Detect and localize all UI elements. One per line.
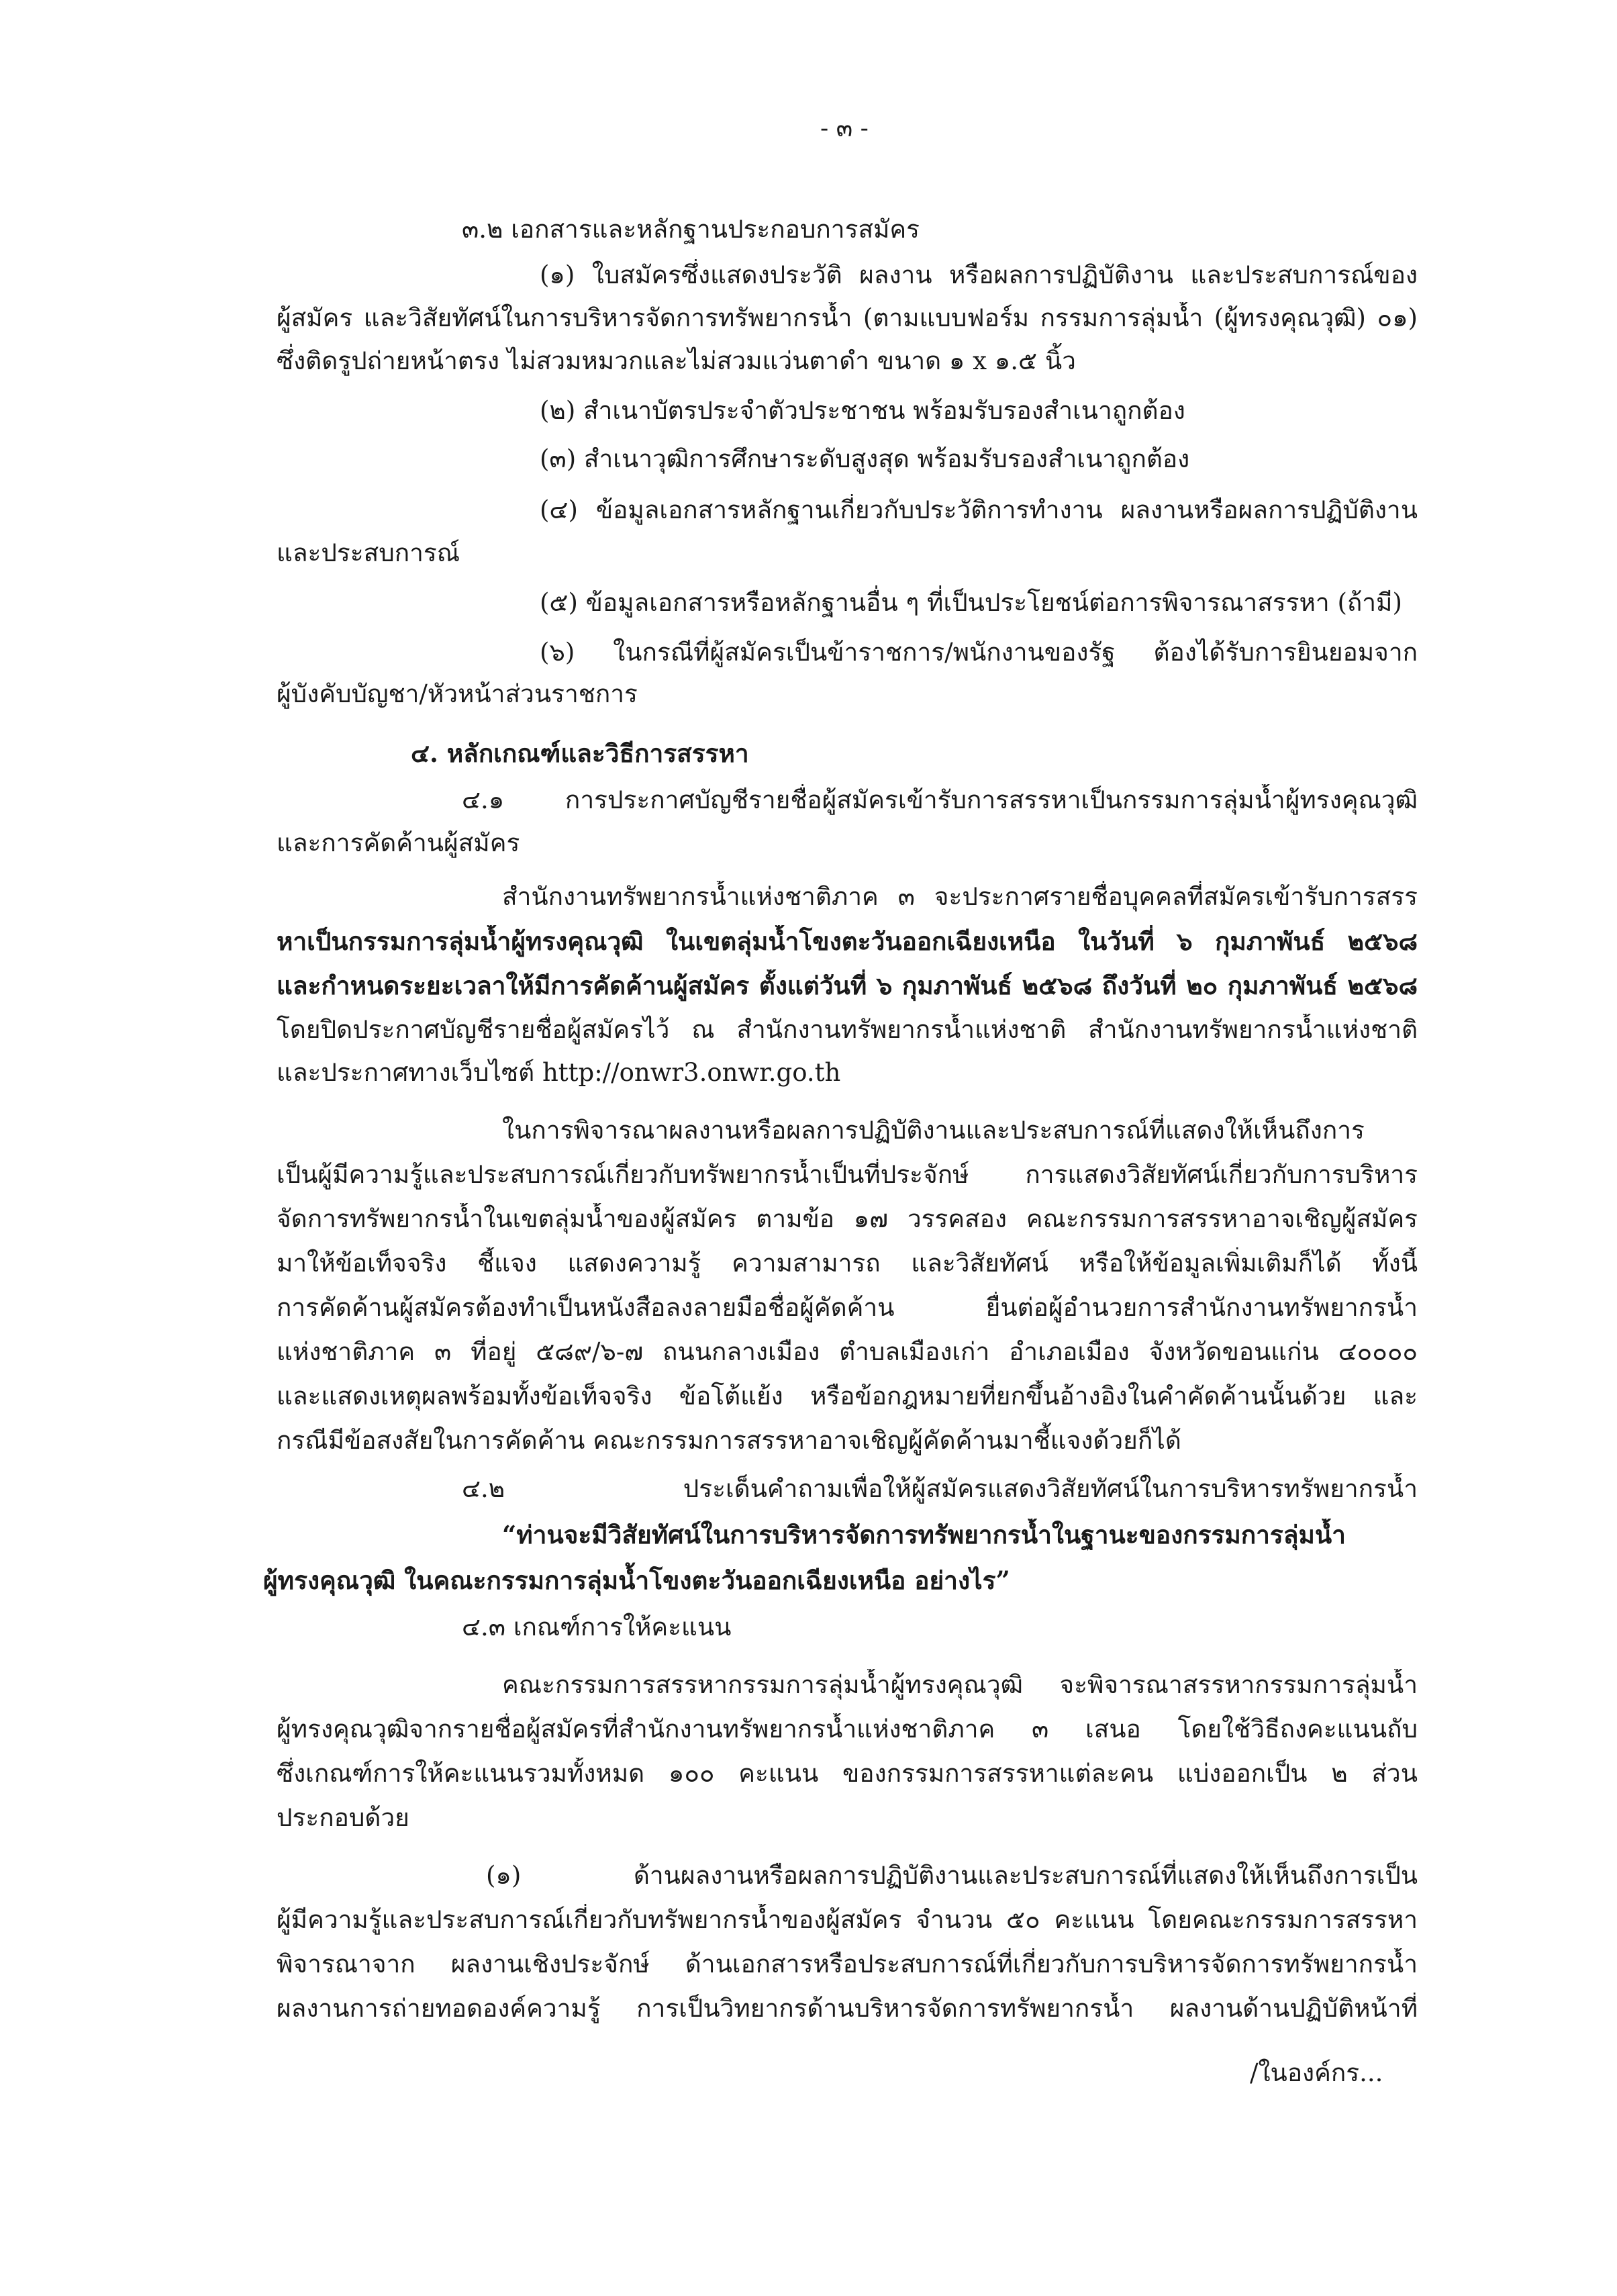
s4-1-para1-line-3: และกำหนดระยะเวลาให้มีการคัดค้านผู้สมัคร ตั้งแต่วันที่ ๖ กุมภาพันธ์ ๒๕๖๘ ถึงวันที่ ๒๐ กุมภาพันธ์ ๒๕๖๘: [277, 971, 1418, 1000]
s4-3-para1-line-3: ซึ่งเกณฑ์การให้คะแนนรวมทั้งหมด ๑๐๐ คะแนน ของกรรมการสรรหาแต่ละคน แบ่งออกเป็น ๒ ส่วน: [277, 1759, 1418, 1788]
s4-1-para1-line-4: โดยปิดประกาศบัญชีรายชื่อผู้สมัครไว้ ณ สำนักงานทรัพยากรน้ำแห่งชาติ สำนักงานทรัพยากรน้ำแห่งชาติ: [277, 1015, 1418, 1044]
s4-1-para2-line-3: จัดการทรัพยากรน้ำในเขตลุ่มน้ำของผู้สมัคร ตามข้อ ๑๗ วรรคสอง คณะกรรมการสรรหาอาจเชิญผู้สมัคร: [277, 1204, 1418, 1233]
section-4-heading: ๔. หลักเกณฑ์และวิธีการสรรหา: [411, 738, 749, 768]
item-5: (๕) ข้อมูลเอกสารหรือหลักฐานอื่น ๆ ที่เป็นประโยชน์ต่อการพิจารณาสรรหา (ถ้ามี): [540, 588, 1402, 617]
item-3: (๓) สำเนาวุฒิการศึกษาระดับสูงสุด พร้อมรับรองสำเนาถูกต้อง: [540, 444, 1190, 473]
s4-2-question-line-2: ผู้ทรงคุณวุฒิ ในคณะกรรมการลุ่มน้ำโขงตะวันออกเฉียงเหนือ อย่างไร”: [263, 1566, 1010, 1595]
s4-1-para2-line-7: และแสดงเหตุผลพร้อมทั้งข้อเท็จจริง ข้อโต้แย้ง หรือข้อกฎหมายที่ยกขึ้นอ้างอิงในคำคัดค้านนั้นด้วย และ: [277, 1382, 1418, 1410]
s4-1-para1-line-2: หาเป็นกรรมการลุ่มน้ำผู้ทรงคุณวุฒิ ในเขตลุ่มน้ำโขงตะวันออกเฉียงเหนือ ในวันที่ ๖ กุมภาพันธ์ ๒๕๖๘: [277, 926, 1418, 956]
s4-1-para2-line-8: กรณีมีข้อสงสัยในการคัดค้าน คณะกรรมการสรรหาอาจเชิญผู้คัดค้านมาชี้แจงด้วยก็ได้: [277, 1426, 1181, 1455]
s4-1-para2-line-1: ในการพิจารณาผลงานหรือผลการปฏิบัติงานและประสบการณ์ที่แสดงให้เห็นถึงการ: [502, 1116, 1365, 1145]
s4-1-para2-line-6: แห่งชาติภาค ๓ ที่อยู่ ๕๘๙/๖-๗ ถนนกลางเมือง ตำบลเมืองเก่า อำเภอเมือง จังหวัดขอนแก่น ๔๐๐๐๐: [277, 1337, 1418, 1366]
s4-3-para1-line-2: ผู้ทรงคุณวุฒิจากรายชื่อผู้สมัครที่สำนักงานทรัพยากรน้ำแห่งชาติภาค ๓ เสนอ โดยใช้วิธีถงคะแนนถับ: [277, 1715, 1418, 1743]
s4-1-para2-line-5: การคัดค้านผู้สมัครต้องทำเป็นหนังสือลงลายมือชื่อผู้คัดค้าน ยื่นต่อผู้อำนวยการสำนักงานทรัพยากรน้ำ: [277, 1293, 1418, 1322]
s4-3-item1-line-3: พิจารณาจาก ผลงานเชิงประจักษ์ ด้านเอกสารหรือประสบการณ์ที่เกี่ยวกับการบริหารจัดการทรัพยากรน้ำ: [277, 1950, 1418, 1978]
s4-3-para1-line-1: คณะกรรมการสรรหากรรมการลุ่มน้ำผู้ทรงคุณวุฒิ จะพิจารณาสรรหากรรมการลุ่มน้ำ: [502, 1670, 1418, 1699]
s4-1-para1-line-5: และประกาศทางเว็บไซต์ http://onwr3.onwr.go.th: [277, 1058, 841, 1087]
s4-1-para1-line-1: สำนักงานทรัพยากรน้ำแห่งชาติภาค ๓ จะประกาศรายชื่อบุคคลที่สมัครเข้ารับการสรร: [502, 882, 1418, 911]
section-4-2-heading: ๔.๒ ประเด็นคำถามเพื่อให้ผู้สมัครแสดงวิสัยทัศน์ในการบริหารทรัพยากรน้ำ: [462, 1474, 1418, 1503]
s4-1-para2-line-2: เป็นผู้มีความรู้และประสบการณ์เกี่ยวกับทรัพยากรน้ำเป็นที่ประจักษ์ การแสดงวิสัยทัศน์เกี่ยวกับการบริหาร: [277, 1160, 1418, 1189]
s4-2-question-line-1: “ท่านจะมีวิสัยทัศน์ในการบริหารจัดการทรัพยากรน้ำในฐานะของกรรมการลุ่มน้ำ: [502, 1520, 1346, 1549]
section-4-3-heading: ๔.๓ เกณฑ์การให้คะแนน: [462, 1613, 732, 1641]
item-2: (๒) สำเนาบัตรประจำตัวประชาชน พร้อมรับรองสำเนาถูกต้อง: [540, 396, 1185, 425]
item-6-line-1: (๖) ในกรณีที่ผู้สมัครเป็นข้าราชการ/พนักงานของรัฐ ต้องได้รับการยินยอมจาก: [540, 638, 1418, 667]
continuation-note: /ในองค์กร...: [1250, 2058, 1383, 2087]
s4-3-item1-line-4: ผลงานการถ่ายทอดองค์ความรู้ การเป็นวิทยากรด้านบริหารจัดการทรัพยากรน้ำ ผลงานด้านปฏิบัติหน้าที่: [277, 1994, 1418, 2023]
section-4-1-heading-line-2: และการคัดค้านผู้สมัคร: [277, 828, 520, 857]
page-number: - ๓ -: [820, 115, 869, 142]
s4-3-item1-line-1: (๑) ด้านผลงานหรือผลการปฏิบัติงานและประสบการณ์ที่แสดงให้เห็นถึงการเป็น: [486, 1861, 1418, 1890]
item-4-line-1: (๔) ข้อมูลเอกสารหลักฐานเกี่ยวกับประวัติการทำงาน ผลงานหรือผลการปฏิบัติงาน: [540, 495, 1418, 524]
s4-1-para2-line-4: มาให้ข้อเท็จจริง ชี้แจง แสดงความรู้ ความสามารถ และวิสัยทัศน์ หรือให้ข้อมูลเพิ่มเติมก็ได้ ทั้งนี้: [277, 1249, 1418, 1278]
section-4-1-heading-line-1: ๔.๑ การประกาศบัญชีรายชื่อผู้สมัครเข้ารับการสรรหาเป็นกรรมการลุ่มน้ำผู้ทรงคุณวุฒิ: [462, 785, 1418, 814]
item-1-line-3: ซึ่งติดรูปถ่ายหน้าตรง ไม่สวมหมวกและไม่สวมแว่นตาดำ ขนาด ๑ x ๑.๕ นิ้ว: [277, 346, 1076, 375]
section-3-2-heading: ๓.๒ เอกสารและหลักฐานประกอบการสมัคร: [462, 215, 920, 244]
item-1-line-2: ผู้สมัคร และวิสัยทัศน์ในการบริหารจัดการทรัพยากรน้ำ (ตามแบบฟอร์ม กรรมการลุ่มน้ำ (ผู้ทรงคุณวุฒิ) ๐๑): [277, 303, 1418, 332]
item-6-line-2: ผู้บังคับบัญชา/หัวหน้าส่วนราชการ: [277, 679, 638, 708]
s4-3-item1-line-2: ผู้มีความรู้และประสบการณ์เกี่ยวกับทรัพยากรน้ำของผู้สมัคร จำนวน ๕๐ คะแนน โดยคณะกรรมการสรรหา: [277, 1905, 1418, 1934]
item-4-line-2: และประสบการณ์: [277, 538, 460, 567]
s4-3-para1-line-4: ประกอบด้วย: [277, 1803, 409, 1832]
item-1-line-1: (๑) ใบสมัครซึ่งแสดงประวัติ ผลงาน หรือผลการปฏิบัติงาน และประสบการณ์ของ: [540, 260, 1418, 289]
